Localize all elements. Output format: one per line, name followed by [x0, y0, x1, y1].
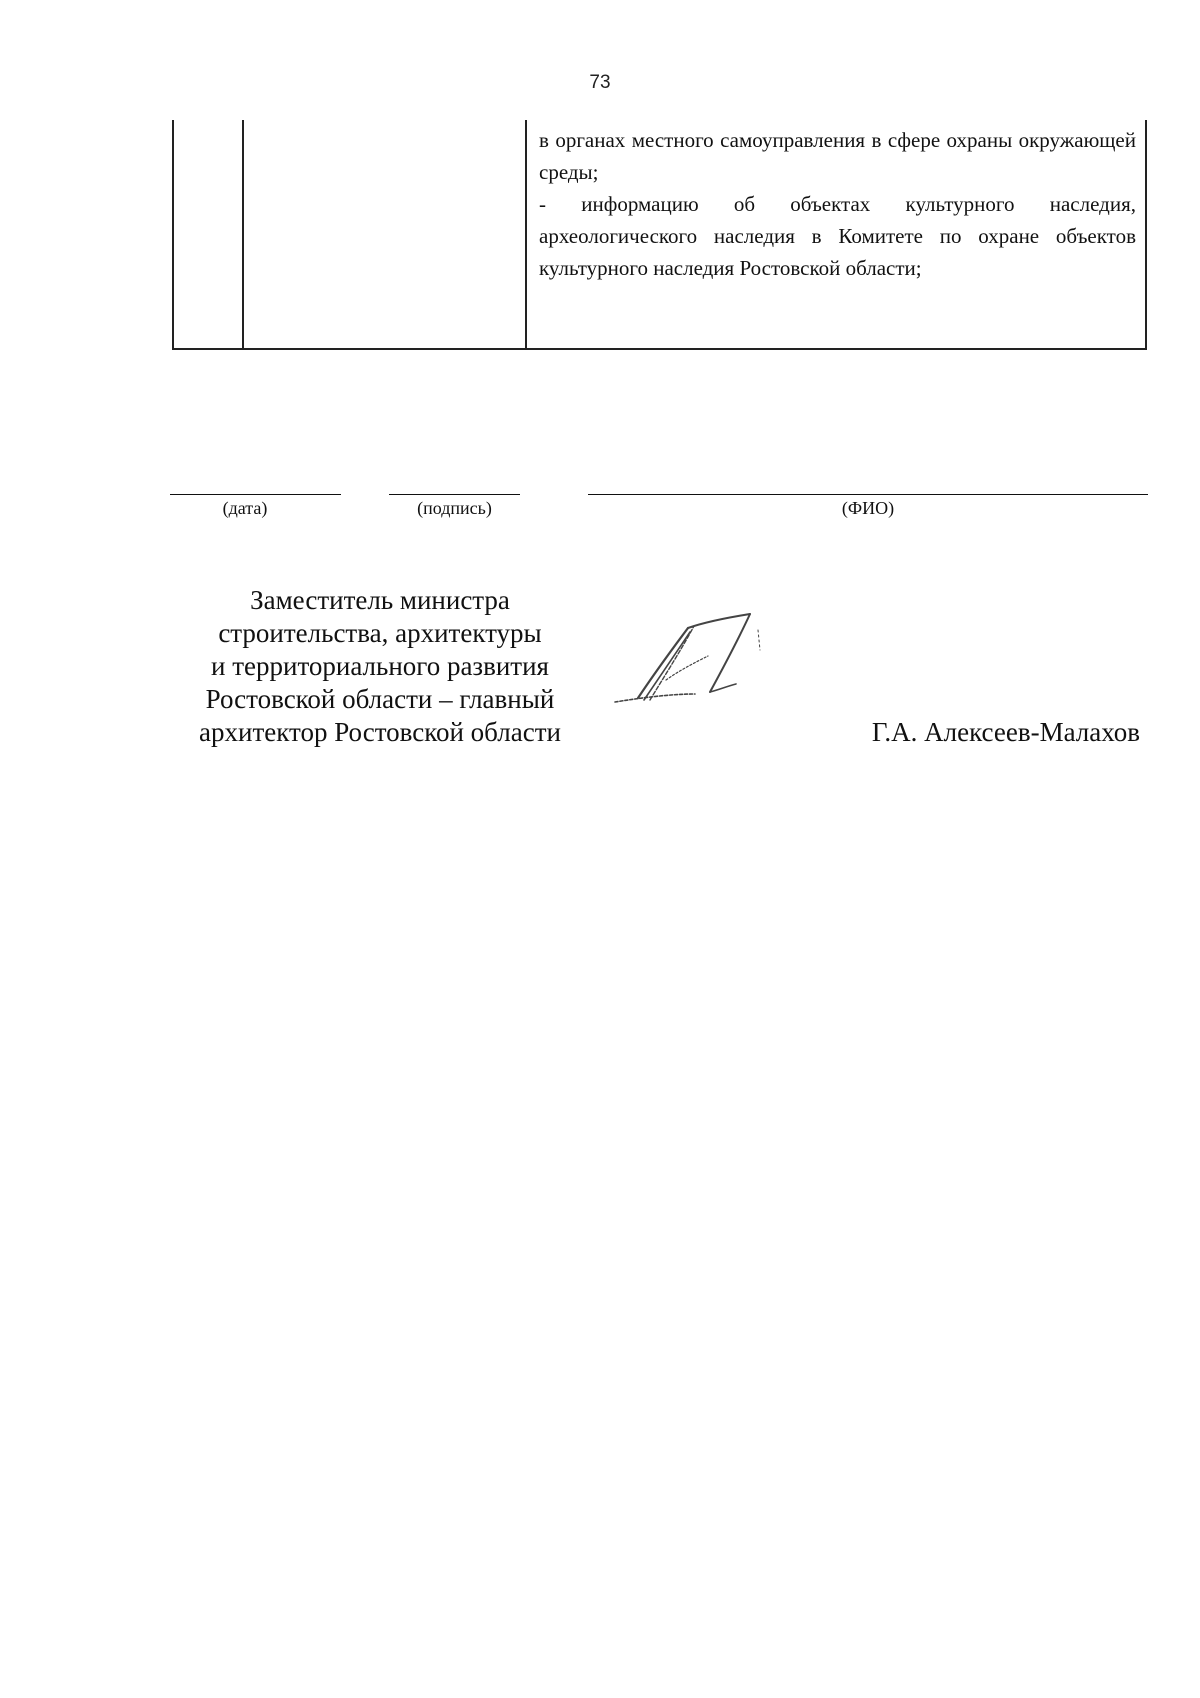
date-label: (дата) [222, 498, 268, 518]
table-cell-paragraph: в органах местного самоуправления в сфере охраны окружающей среды; [539, 128, 1136, 184]
table-column-divider [242, 120, 244, 348]
signer-name: Г.А. Алексеев-Малахов [871, 717, 1140, 747]
signer-position-line: строительства, архитектуры [218, 618, 542, 648]
name-underline [588, 494, 1148, 495]
signer-position-line: Ростовской области – главный [205, 684, 555, 714]
signer-position-line: Заместитель министра [250, 585, 510, 615]
signer-position-line: архитектор Ростовской области [199, 717, 561, 747]
signer-position [160, 584, 600, 749]
date-underline [170, 494, 341, 495]
signature-underline [389, 494, 520, 495]
signer-position-line: и территориального развития [211, 651, 549, 681]
signature-label: (подпись) [417, 498, 492, 518]
name-label: (ФИО) [841, 498, 895, 518]
table-cell-paragraph: - информацию об объектах культурного наследия, археологического наследия в Комитете по охране объектов культурного наследия Ростовской области; [539, 192, 1136, 280]
table-cell-text [539, 124, 1136, 284]
table-column-divider [525, 120, 527, 348]
page-number: 73 [589, 72, 611, 93]
table-fragment [172, 120, 1147, 350]
handwritten-signature [610, 610, 770, 720]
